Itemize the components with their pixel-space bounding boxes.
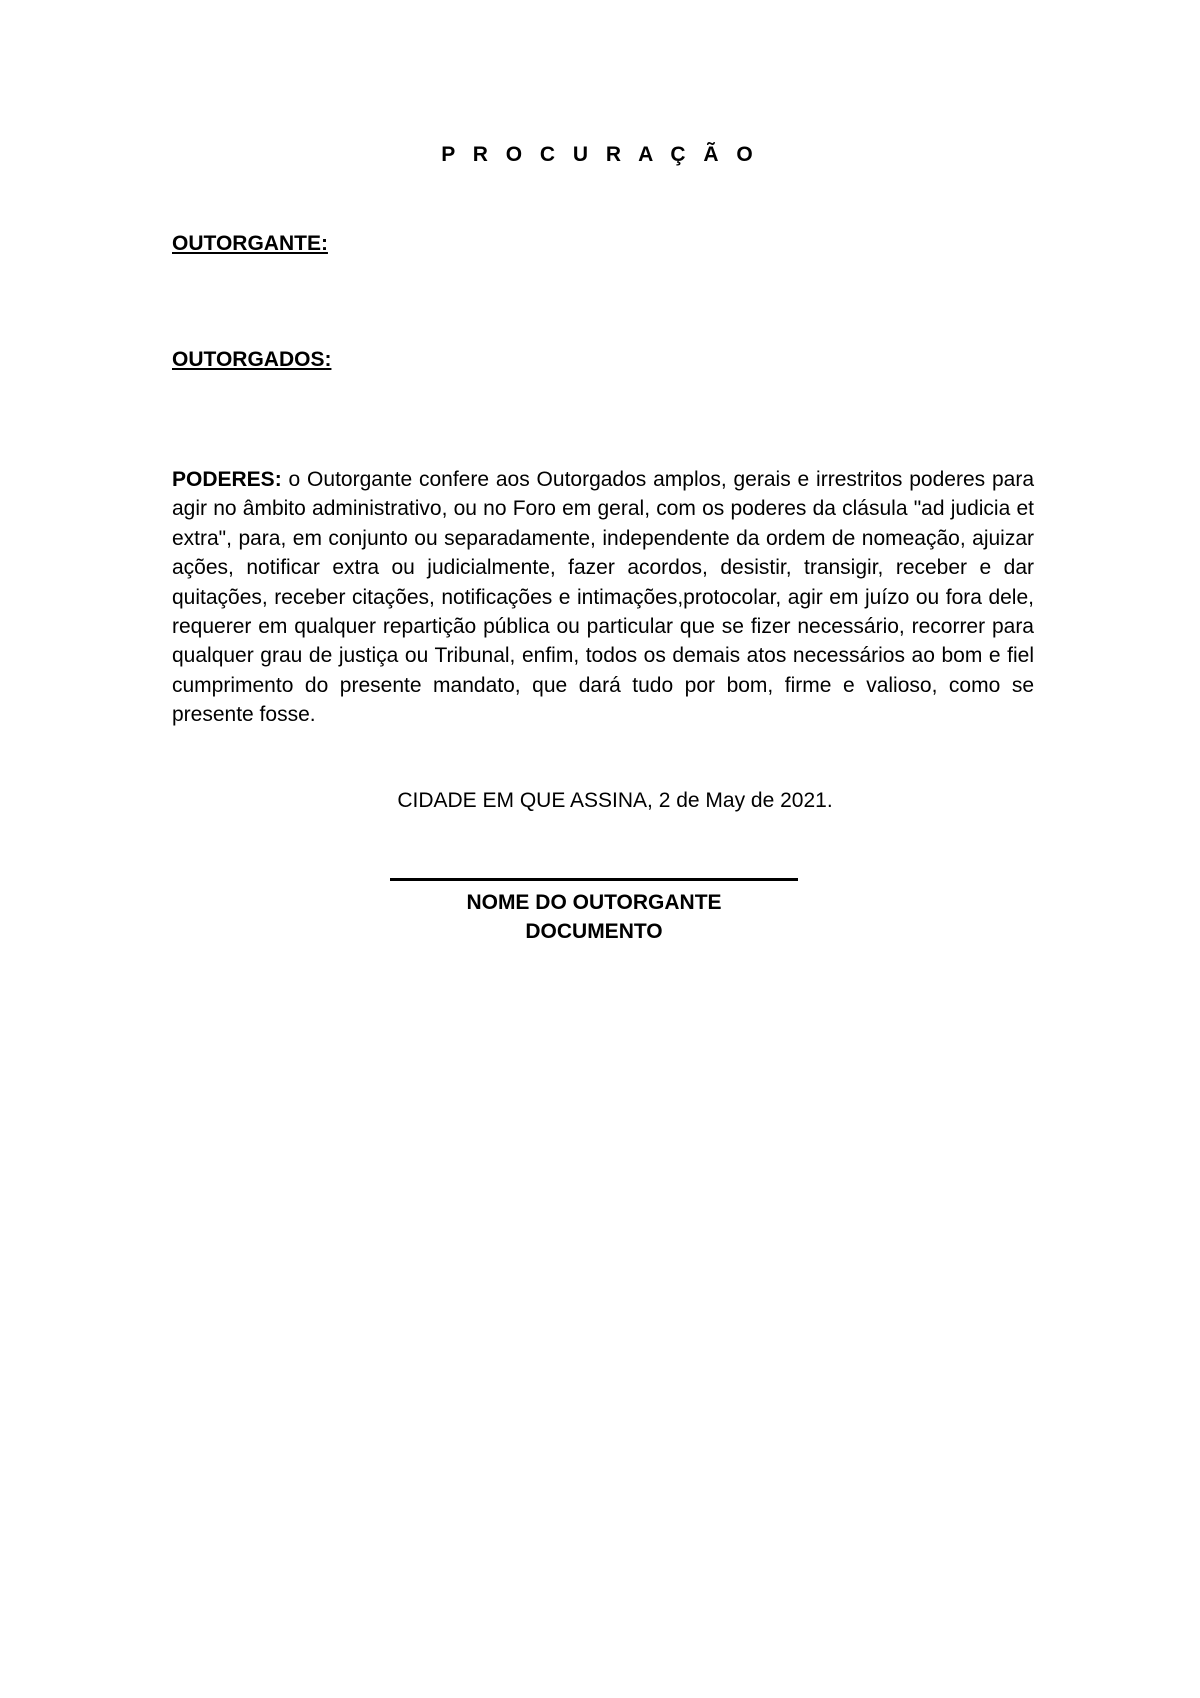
signature-document: DOCUMENTO	[525, 920, 663, 944]
outorgante-label: OUTORGANTE:	[172, 232, 328, 255]
outorgados-label: OUTORGADOS:	[172, 348, 332, 371]
signature-line	[390, 878, 798, 881]
signature-block	[390, 878, 798, 947]
date-line: CIDADE EM QUE ASSINA, 2 de May de 2021.	[397, 789, 833, 812]
document-title: P R O C U R A Ç Ã O	[441, 143, 759, 166]
powers-text: o Outorgante confere aos Outorgados amplos, gerais e irrestritos poderes para agir no âmbito administrativo, ou no Foro em geral, com os poderes da clásula "ad judicia et extra", para, em conjunto ou separadamente, independente da ordem de nomeação, ajuizar ações, notificar extra ou judicialmente, fazer acordos, desistir, transigir, receber e dar quitações, receber citações, notificações e intimações,protocolar, agir em juízo ou fora dele, requerer em qualquer repartição pública ou particular que se fizer necessário, recorrer para qualquer grau de justiça ou Tribunal, enfim, todos os demais atos necessários ao bom e fiel cumprimento do presente mandato, que dará tudo por bom, firme e valioso, como se presente fosse.	[172, 468, 1034, 727]
powers-lead: PODERES:	[172, 468, 282, 491]
signature-name: NOME DO OUTORGANTE	[466, 891, 722, 914]
powers-paragraph	[172, 465, 1034, 730]
